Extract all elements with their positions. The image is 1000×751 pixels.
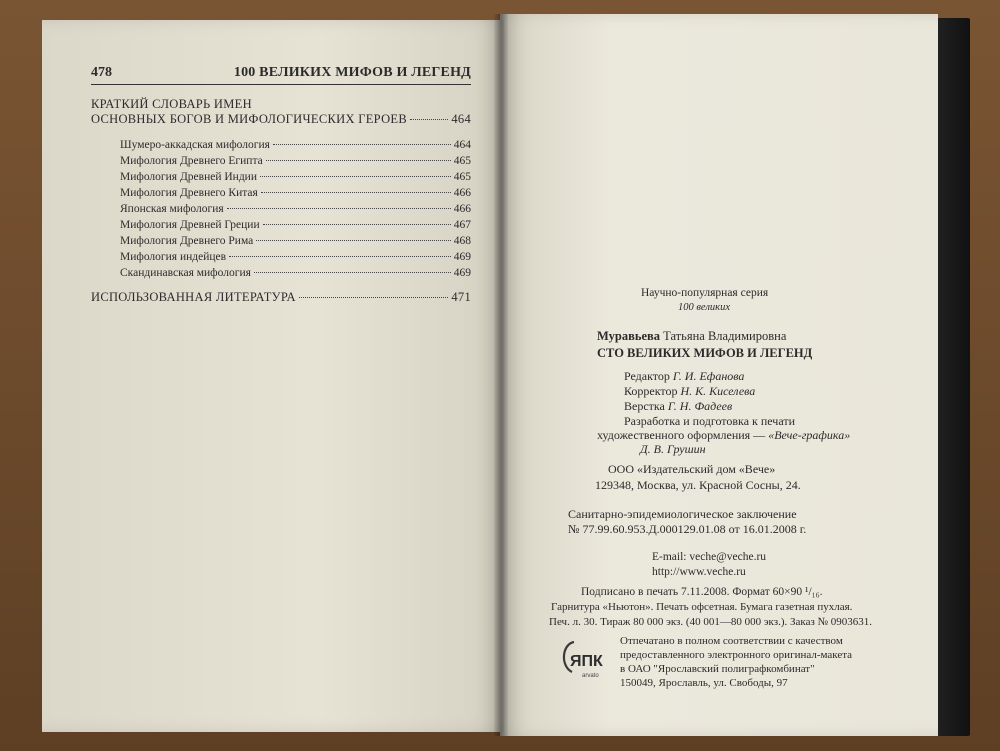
printer-line-1: Отпечатано в полном соответствии с качеством — [620, 635, 843, 647]
toc-entry: Мифология Древнего Египта 465 — [120, 155, 471, 167]
toc-heading-line-1: КРАТКИЙ СЛОВАРЬ ИМЕН — [91, 97, 252, 111]
sanitary-line-1: Санитарно-эпидемиологическое заключение — [568, 507, 797, 521]
logo-subtext: arvato — [582, 673, 599, 679]
publisher: ООО «Издательский дом «Вече» — [608, 462, 776, 476]
toc-entry: Мифология Древнего Китая 466 — [120, 187, 471, 199]
author-name: Татьяна Владимировна — [663, 329, 787, 343]
website: http://www.veche.ru — [652, 566, 746, 578]
toc-page-number: 464 — [451, 112, 471, 126]
sanitary-line-2: № 77.99.60.953.Д.000129.01.08 от 16.01.2008 г. — [568, 522, 807, 536]
toc-entry: Японская мифология 466 — [120, 203, 471, 215]
toc-entry: Скандинавская мифология 469 — [120, 267, 471, 279]
toc-entry: Шумеро-аккадская мифология 464 — [120, 139, 471, 151]
layout-line: Верстка Г. Н. Фадеев — [624, 399, 733, 413]
toc-entry: Мифология Древней Индии 465 — [120, 171, 471, 183]
series-label: Научно-популярная серия — [641, 287, 769, 299]
toc-heading-line-2: ОСНОВНЫХ БОГОВ И МИФОЛОГИЧЕСКИХ ГЕРОЕВ 464 — [91, 112, 471, 126]
print-run: Печ. л. 30. Тираж 80 000 экз. (40 001—80 000 экз.). Заказ № 0903631. — [549, 616, 873, 628]
designer-name: Д. В. Грушин — [640, 442, 706, 456]
editor-line: Редактор Г. И. Ефанова — [624, 369, 745, 383]
publisher-address: 129348, Москва, ул. Красной Сосны, 24. — [595, 478, 801, 492]
toc-entry: Мифология Древнего Рима 468 — [120, 235, 471, 247]
design-line-1: Разработка и подготовка к печати — [624, 414, 796, 428]
running-header — [91, 62, 471, 85]
typeface-info: Гарнитура «Ньютон». Печать офсетная. Бумага газетная пухлая. — [551, 601, 853, 613]
author-surname: Муравьева — [597, 329, 660, 343]
author-line — [597, 329, 786, 344]
printer-line-2: предоставленного электронного оригинал-макета — [620, 649, 853, 661]
design-line-2: художественного оформления — «Вече-графика» — [597, 428, 851, 442]
page-number: 478 — [91, 65, 112, 80]
printer-line-4: 150049, Ярославль, ул. Свободы, 97 — [620, 677, 788, 689]
corrector-line: Корректор Н. К. Киселева — [624, 384, 756, 398]
running-title: 100 ВЕЛИКИХ МИФОВ И ЛЕГЕНД — [233, 65, 471, 80]
series-name: 100 великих — [678, 302, 730, 313]
toc-literature: ИСПОЛЬЗОВАННАЯ ЛИТЕРАТУРА 471 — [91, 290, 471, 304]
printer-line-3: в ОАО "Ярославский полиграфкомбинат" — [620, 663, 815, 675]
email: E-mail: veche@veche.ru — [652, 551, 767, 563]
print-signed: Подписано в печать 7.11.2008. Формат 60×90 ¹/₁₆. — [581, 586, 823, 598]
logo-text: ЯПК — [570, 653, 603, 670]
toc-entry: Мифология индейцев 469 — [120, 251, 471, 263]
book-gutter — [494, 14, 508, 736]
leader-dots — [410, 119, 448, 120]
book-title: СТО ВЕЛИКИХ МИФОВ И ЛЕГЕНД — [597, 346, 813, 360]
printer-logo — [560, 636, 616, 680]
toc-entry: Мифология Древней Греции 467 — [120, 219, 471, 231]
